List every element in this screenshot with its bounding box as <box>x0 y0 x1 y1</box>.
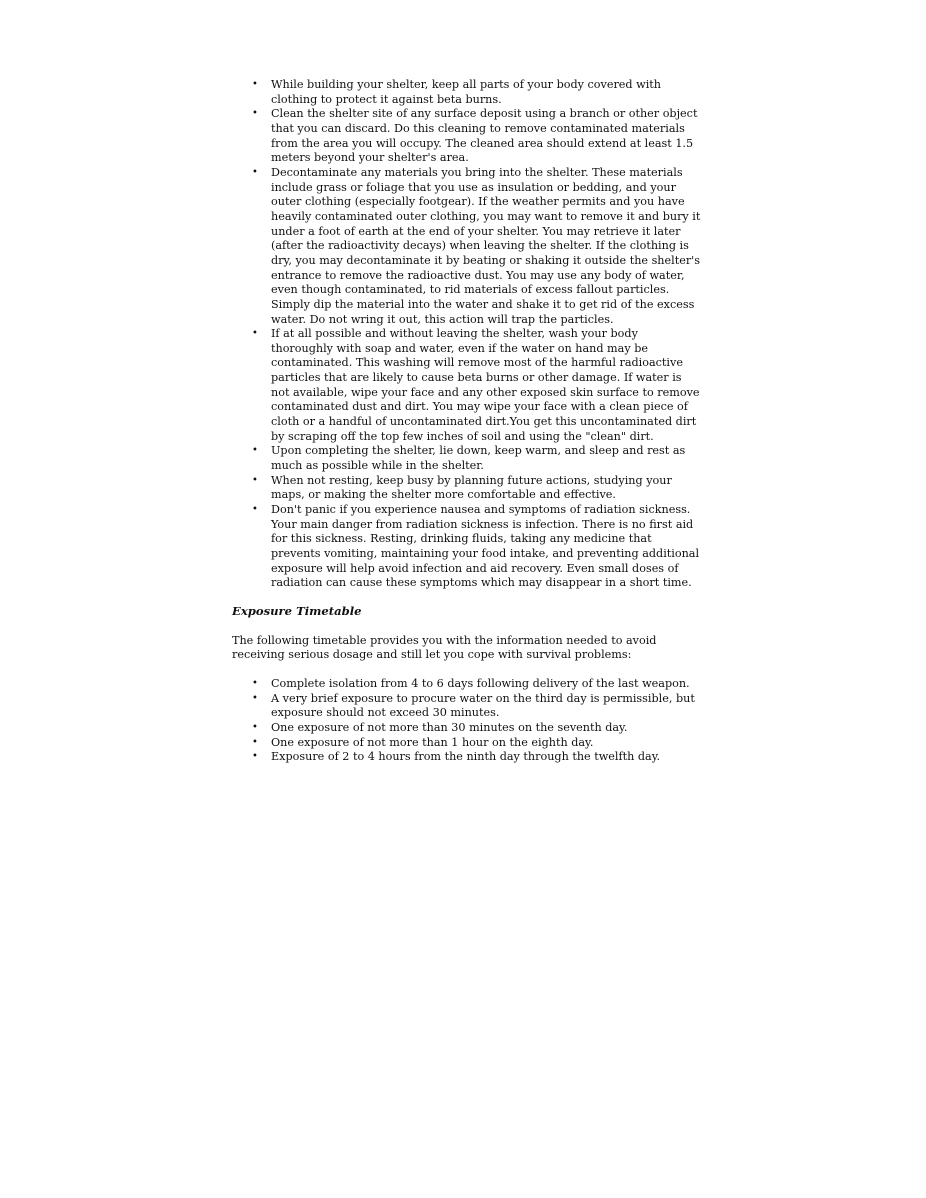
section-heading: Exposure Timetable <box>232 603 362 618</box>
list-item: • Don't panic if you experience nausea and symptoms of radiation sickness. Your main danger from radiation sickness is infection. There is no first aid for this sickness. Resting, drinking fluids, taking any medicine that prevents vomiting, maintaining your food intake, and preventing additional exposure will help avoid infection and aid recovery. Even small doses of radiation can cause these symptoms which may disappear in a short time. <box>232 503 702 591</box>
timetable-list <box>232 677 702 765</box>
list-item: • While building your shelter, keep all parts of your body covered with clothing to protect it against beta burns. <box>232 78 702 107</box>
list-item: • Clean the shelter site of any surface deposit using a branch or other object that you can discard. Do this cleaning to remove contaminated materials from the area you will occupy. The cleaned area should extend at least 1.5 meters beyond your shelter's area. <box>232 107 702 166</box>
list-item: • Exposure of 2 to 4 hours from the ninth day through the twelfth day. <box>232 750 702 765</box>
shelter-tips-list <box>232 78 702 591</box>
list-item: • Complete isolation from 4 to 6 days following delivery of the last weapon. <box>232 677 702 692</box>
list-item: • When not resting, keep busy by planning future actions, studying your maps, or making the shelter more comfortable and effective. <box>232 474 702 503</box>
list-item: • Decontaminate any materials you bring into the shelter. These materials include grass or foliage that you use as insulation or bedding, and your outer clothing (especially footgear). If the weather permits and you have heavily contaminated outer clothing, you may want to remove it and bury it under a foot of earth at the end of your shelter. You may retrieve it later (after the radioactivity decays) when leaving the shelter. If the clothing is dry, you may decontaminate it by beating or shaking it outside the shelter's entrance to remove the radioactive dust. You may use any body of water, even though contaminated, to rid materials of excess fallout particles. Simply dip the material into the water and shake it to get rid of the excess water. Do not wring it out, this action will trap the particles. <box>232 166 702 327</box>
list-item: • A very brief exposure to procure water on the third day is permissible, but exposure should not exceed 30 minutes. <box>232 692 702 721</box>
list-item: • One exposure of not more than 1 hour on the eighth day. <box>232 736 702 751</box>
list-item: • Upon completing the shelter, lie down, keep warm, and sleep and rest as much as possible while in the shelter. <box>232 444 702 473</box>
intro-paragraph: The following timetable provides you with the information needed to avoid receiving serious dosage and still let you cope with survival problems: <box>232 633 657 662</box>
list-item: • One exposure of not more than 30 minutes on the seventh day. <box>232 721 702 736</box>
list-item: • If at all possible and without leaving the shelter, wash your body thoroughly with soap and water, even if the water on hand may be contaminated. This washing will remove most of the harmful radioactive particles that are likely to cause beta burns or other damage. If water is not available, wipe your face and any other exposed skin surface to remove contaminated dust and dirt. You may wipe your face with a clean piece of cloth or a handful of uncontaminated dirt.You get this uncontaminated dirt by scraping off the top few inches of soil and using the "clean" dirt. <box>232 327 702 444</box>
page-content <box>232 78 702 765</box>
